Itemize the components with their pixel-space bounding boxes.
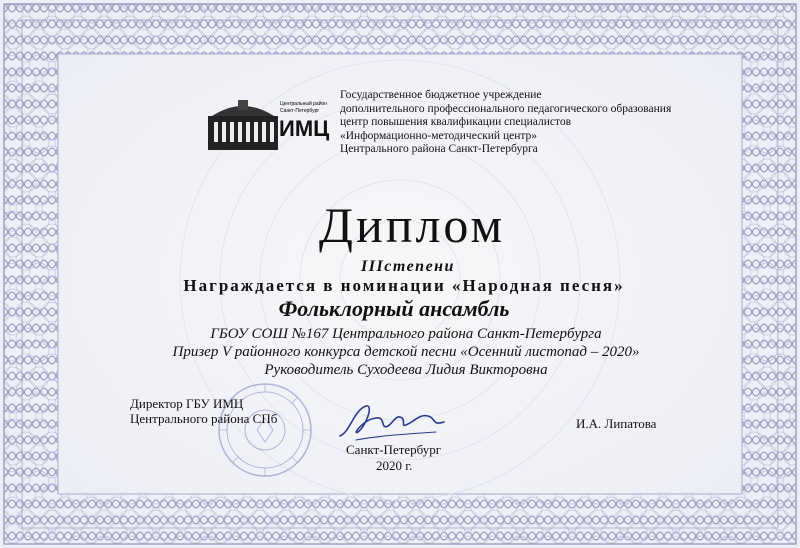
school-line: ГБОУ СОШ №167 Центрального района Санкт-Петербурга — [210, 326, 602, 342]
handwritten-signature-icon — [336, 396, 448, 446]
org-line: Государственное бюджетное учреждение — [340, 89, 542, 101]
round-seal-stamp-icon — [200, 378, 330, 478]
signer-name: И.А. Липатова — [576, 416, 657, 431]
director-title-line1: Директор ГБУ ИМЦ — [130, 396, 244, 411]
winner-name: Фольклорный ансамбль — [278, 296, 510, 321]
org-line: «Информационно-методический центр» — [340, 129, 538, 142]
organization-header — [340, 89, 680, 157]
logo-small-text-2: Санкт-Петербург — [280, 108, 320, 114]
logo-acronym: ИМЦ — [279, 116, 330, 141]
diploma-degree: IIIстепени — [361, 258, 455, 275]
leader-line: Руководитель Суходеева Лидия Викторовна — [264, 362, 548, 378]
org-line: центр повышения квалификации специалистов — [340, 116, 572, 129]
org-line: дополнительного профессионального педагогического образования — [340, 102, 672, 115]
city-text: Санкт-Петербург — [346, 442, 442, 457]
diploma-title: Диплом — [318, 197, 506, 253]
org-line: Центрального района Санкт-Петербурга — [340, 143, 538, 156]
nomination-text: Награждается в номинации «Народная песня» — [183, 276, 625, 295]
director-title-line2: Центрального района СПб — [130, 411, 278, 426]
building-emblem-icon — [208, 94, 332, 150]
logo-small-text-1: Центральный район — [280, 101, 328, 107]
prize-line: Призер V районного конкурса детской песни «Осенний листопад – 2020» — [172, 344, 640, 360]
year-text: 2020 г. — [376, 458, 413, 473]
